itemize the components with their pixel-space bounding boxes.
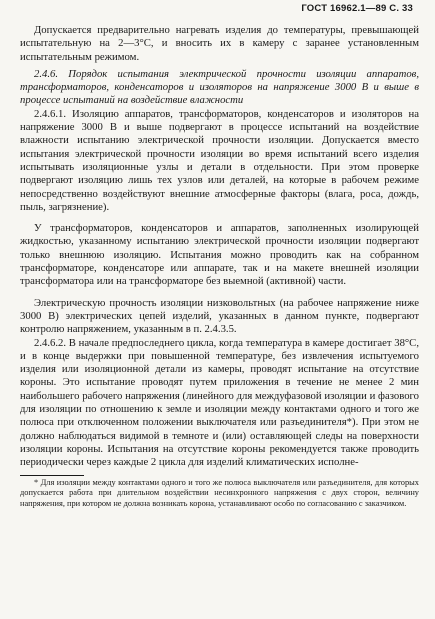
- paragraph-2-4-6-1: 2.4.6.1. Изоляцию аппаратов, трансформаторов, конденсаторов и изоляторов на напряжение 3000 В и выше подвергают в процессе испытаний на воздействие влажности испытанию электрической прочности изоляции. Допускается вместо испытания электрической прочности изоляции во время испытаний всего изделия испытывать изоляционные узлы и детали в отдельности. При этом проверке подвергают изоляцию лишь тех узлов или деталей, на которые в рабочем режиме непосредственно воздействуют внешние атмосферные факторы (влага, роса, дождь, пыль, загрязнение).: [20, 107, 419, 213]
- running-header: ГОСТ 16962.1—89 С. 33: [301, 3, 413, 14]
- footnote: * Для изоляции между контактами одного и того же полюса выключателя или разъединителя, для которых допускается работа при длительном воздействии несинхронного напряжения с двух сторон, величину напряжения, при котором не должна возникать корона, устанавливают особо по согласованию с заказчиком.: [20, 477, 419, 508]
- paragraph-preheat: Допускается предварительно нагревать изделия до температуры, превышающей испытательную на 2—3°С, и вносить их в камеру с заранее установленным испытательным режимом.: [20, 24, 419, 63]
- paragraph-low-voltage: Электрическую прочность изоляции низковольтных (на рабочее напряжение ниже 3000 В) электрических цепей изделий, указанных в данном пункте, подвергают контролю напряжением, указанным в п. 2.4.3.5.: [20, 296, 419, 336]
- section-heading-2-4-6: 2.4.6. Порядок испытания электрической прочности изоляции аппаратов, трансформаторов, конденсаторов и изоляторов на напряжение 3000 В и выше в процессе испытаний на воздействие влажности: [20, 67, 419, 107]
- paragraph-transformers: У трансформаторов, конденсаторов и аппаратов, заполненных изолирующей жидкостью, указанному испытанию электрической прочности изоляции подвергают только внешнюю изоляцию. Испытания можно проводить как на собранном трансформаторе, конденсаторе или аппарате, так и на макете внешней изоляции трансформатора или на трансформаторе без выемной (активной) части.: [20, 222, 419, 288]
- paragraph-2-4-6-2: 2.4.6.2. В начале предпоследнего цикла, когда температура в камере достигает 38°С, и в конце выдержки при повышенной температуре, без извлечения испытуемого изделия или изоляционной детали из камеры, проводят испытание на отсутствие короны. Это испытание проводят путем приложения в течение не менее 2 мин наибольшего рабочего напряжения (линейного для междуфазовой изоляции и фазового для изоляции по отношению к земле и изоляции между контактами одного и того же полюса при отключенном положении выключателя или разъединителя*). При этом не должно наблюдаться видимой в темноте и (или) оставляющей следы на поверхности изоляции короны. Испытания на отсутствие короны рекомендуется также проводить периодически через каждые 2 цикла для изделий климатических исполне-: [20, 336, 419, 469]
- footnote-divider: [20, 475, 84, 476]
- document-body: [20, 24, 419, 509]
